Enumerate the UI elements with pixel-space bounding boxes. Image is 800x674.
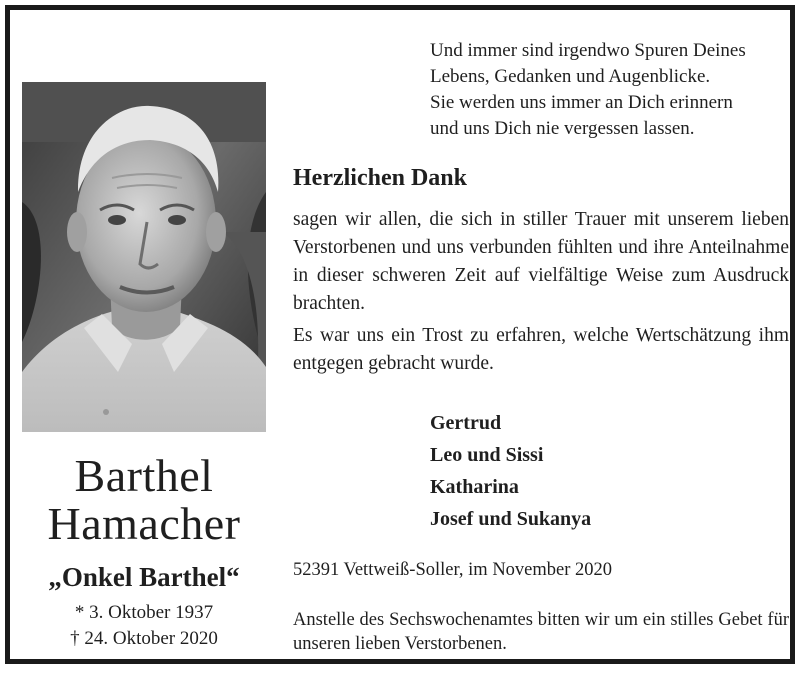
thanks-text: [293, 206, 789, 378]
signers-list: [430, 407, 591, 535]
signer: Josef und Sukanya: [430, 508, 592, 530]
birth-date: * 3. Oktober 1937: [74, 602, 214, 623]
thanks-heading: Herzlichen Dank: [293, 165, 467, 191]
deceased-name: [22, 452, 266, 548]
memorial-quote: [430, 38, 790, 142]
signer: Leo und Sissi: [430, 444, 544, 466]
portrait-photo: [22, 82, 266, 432]
quote-line: Sie werden uns immer an Dich erinnern: [430, 92, 733, 113]
footer-note: Anstelle des Sechswochenamtes bitten wir um ein stilles Gebet für unseren lieben Verstorbenen.: [293, 610, 789, 654]
quote-line: Und immer sind irgendwo Spuren Deines: [430, 40, 746, 61]
signer: Katharina: [430, 476, 519, 498]
first-name: Barthel: [74, 450, 214, 501]
life-dates: [22, 600, 266, 652]
thanks-paragraph: sagen wir allen, die sich in stiller Trauer mit unserem lieben Verstorbenen und uns verbunden fühlten und ihre Anteilnahme in dieser schweren Zeit auf vielfältige Weise zum Ausdruck brachten.: [293, 209, 789, 314]
quote-line: Lebens, Gedanken und Augenblicke.: [430, 66, 711, 87]
portrait-illustration: [22, 82, 266, 432]
place-date: 52391 Vettweiß-Soller, im November 2020: [293, 560, 613, 580]
thanks-paragraph: Es war uns ein Trost zu erfahren, welche Wertschätzung ihm entgegen gebracht wurde.: [293, 325, 789, 374]
last-name: Hamacher: [47, 498, 241, 549]
signer: Gertrud: [430, 412, 502, 434]
death-date: † 24. Oktober 2020: [70, 628, 218, 649]
quote-line: und uns Dich nie vergessen lassen.: [430, 118, 695, 139]
obituary-notice: [5, 5, 795, 664]
nickname: „Onkel Barthel“: [48, 562, 240, 592]
